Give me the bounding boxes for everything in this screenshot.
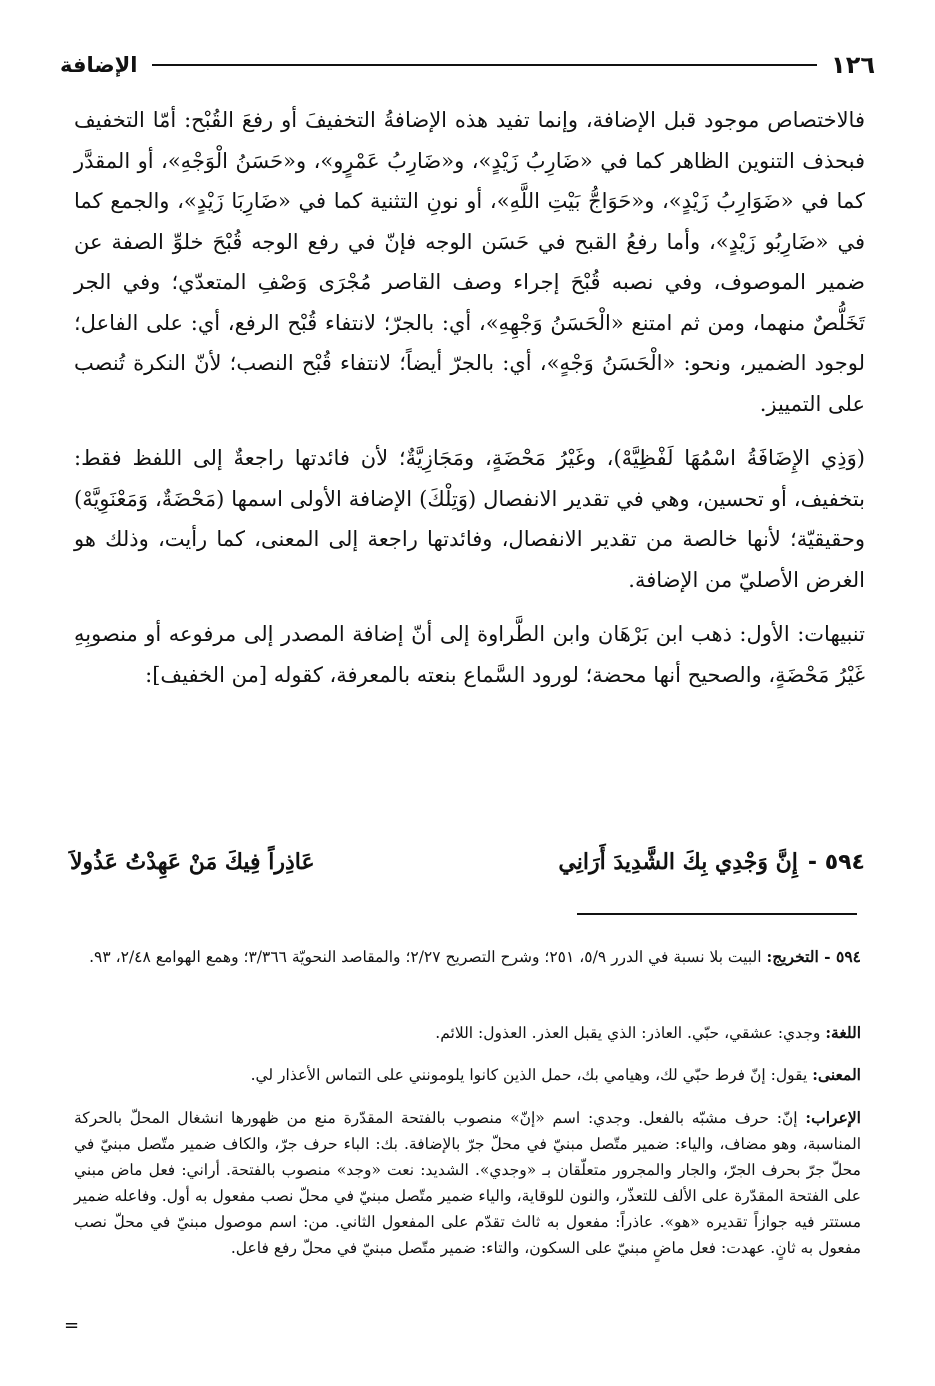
page-number: ١٢٦	[831, 51, 875, 79]
footnote-label: ٥٩٤ - التخريج:	[766, 947, 861, 966]
header-rule	[152, 64, 818, 66]
paragraph-1: فالاختصاص موجود قبل الإضافة، وإنما تفيد هذه الإضافةُ التخفيفَ أو رفعَ القُبْح: أمّا التخفيف فبحذف التنوين الظاهر كما في «ضَارِبُ زَيْدٍ»، و«ضَارِبُ عَمْرٍو»، و«حَسَنُ الْوَجْهِ»، أو المقدَّر كما في «ضَوَارِبُ زَيْدٍ»، و«حَوَاجُّ بَيْتِ اللَّهِ»، أو نونِ التثنية كما في «ضَارِبَا زَيْدٍ»، والجمع كما في «ضَارِبُو زَيْدٍ»، وأما رفعُ القبح في حَسَن الوجه فإنّ في رفع الوجه قُبْحَ خلوِّ الصفة عن ضمير الموصوف، وفي نصبه قُبْحَ إجراء وصف القاصر مُجْرَى وَصْفِ المتعدّي؛ وفي الجر تَخَلُّصٌ منهما، ومن ثم امتنع «الْحَسَنُ وَجْهِهِ»، أي: بالجرّ؛ لانتفاء قُبْح الرفع، أي: على الفاعل؛ لوجود الضمير، ونحو: «الْحَسَنُ وَجْهٍ»، أي: بالجرّ أيضاً؛ لانتفاء قُبْح النصب؛ لأنّ النكرة تُنصب على التمييز.	[74, 108, 865, 416]
verse-number: ٥٩٤ -	[807, 849, 865, 875]
footnote-label: اللغة:	[825, 1023, 861, 1042]
footnote-lugha	[74, 1020, 861, 1046]
running-title: الإضافة	[60, 53, 138, 77]
footnote-text: وجدي: عشقي، حبّي. العاذر: الذي يقبل العذر. العذول: اللائم.	[435, 1024, 821, 1042]
footnote-text: إنّ: حرف مشبّه بالفعل. وجدي: اسم «إنّ» منصوب بالفتحة المقدّرة منع من ظهورها انشغال المحلّ بالحركة المناسبة، وهو مضاف، والياء: ضمير متّصل مبنيّ في محلّ جرّ بالإضافة. بك: الباء حرف جرّ، والكاف ضمير متّصل مبنيّ في محلّ جرّ بحرف الجرّ، والجار والمجرور متعلّقان بـ «وجدي». الشديد: نعت «وجد» منصوب بالفتحة. أراني: فعل ماض مبني على الفتحة المقدّرة على الألف للتعذّر، والنون للوقاية، والياء ضمير متّصل مبنيّ في محلّ نصب مفعول به أول. وفاعله ضمير مستتر فيه جوازاً تقديره «هو». عاذراً: مفعول به ثالث تقدّم على المفعول الثاني. من: اسم موصول مبنيّ في محلّ نصب مفعول به ثانٍ. عهدت: فعل ماضٍ مبنيّ على السكون، والتاء: ضمير متّصل مبنيّ في محلّ رفع فاعل.	[74, 1109, 861, 1257]
footnote-separator	[577, 913, 857, 915]
footnote-text: البيت بلا نسبة في الدرر ٥/٩، ٢٥١؛ وشرح التصريح ٢/٢٧؛ والمقاصد النحويّة ٣/٣٦٦؛ وهمع الهوامع ٢/٤٨، ٩٣.	[89, 948, 762, 966]
verse-first-hemistich: إِنَّ وَجْدِي بِكَ الشَّدِيدَ أَرَانِي	[558, 849, 798, 875]
footnote-maana	[74, 1062, 861, 1088]
footnote-takhrij	[74, 944, 861, 970]
poetry-verse	[70, 842, 865, 882]
paragraph-2: (وَذِي الإِضَافَةُ اسْمُهَا لَفْظِيَّهْ)، وغَيْرُ مَحْضَةٍ، ومَجَازِيَّةٌ؛ لأن فائدتها راجعةٌ إلى اللفظ فقط: بتخفيف، أو تحسين، وهي في تقدير الانفصال (وَتِلْكَ) الإضافة الأولى اسمها (مَحْضَةٌ، وَمَعْنَوِيَّهْ) وحقيقيّة؛ لأنها خالصة من تقدير الانفصال، وفائدتها راجعة إلى المعنى، كما رأيت، وذلك هو الغرض الأصليّ من الإضافة.	[74, 446, 865, 592]
verse-second-hemistich: عَاذِراً فِيكَ مَنْ عَهِدْتُ عَذُولاَ	[70, 849, 315, 875]
footnote-label: الإعراب:	[805, 1108, 861, 1127]
footnote-irab	[74, 1105, 861, 1261]
continuation-mark: =	[64, 1315, 80, 1336]
main-text	[74, 100, 865, 695]
footnote-text: يقول: إنّ فرط حبّي لك، وهيامي بك، حمل الذين كانوا يلومونني على التماس الأعذار لي.	[250, 1066, 808, 1084]
paragraph-3: تنبيهات: الأول: ذهب ابن بَرْهَان وابن الطَّراوة إلى أنّ إضافة المصدر إلى مرفوعه أو منصوبِهِ غَيْرُ مَحْضَةٍ، والصحيح أنها محضة؛ لورود السَّماع بنعته بالمعرفة، كقوله [من الخفيف]:	[74, 622, 865, 687]
footnote-label: المعنى:	[812, 1065, 861, 1084]
page-header	[60, 48, 875, 82]
